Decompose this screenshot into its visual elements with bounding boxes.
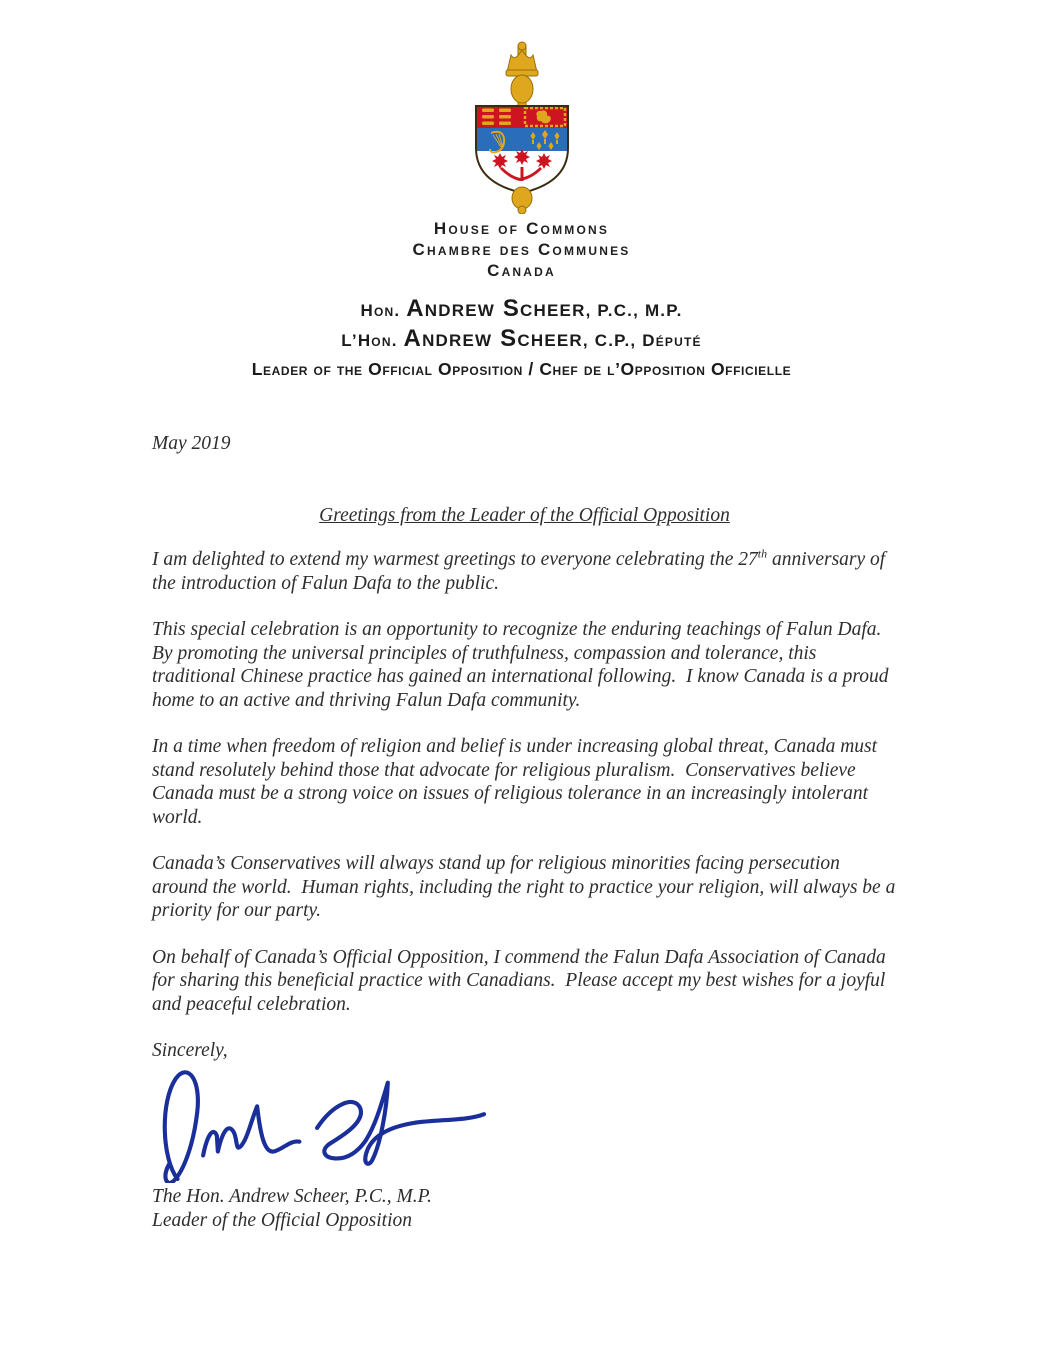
- postnominals-en: , P.C., M.P.: [585, 301, 683, 320]
- paragraph-4: Canada’s Conservatives will always stand up for religious minorities facing persecution around the world. Human rights, including the right to practice your religion, will always be a priority for our party.: [152, 853, 901, 921]
- paragraph-1-text-cont: anniversary of the introduction of Falun Dafa to the public.: [152, 549, 891, 594]
- org-line-house-of-commons: House of Commons: [433, 219, 610, 238]
- shield-quarters: [476, 106, 568, 196]
- paragraph-2: This special celebration is an opportunity to recognize the enduring teachings of Falun Dafa. By promoting the universal principles of truthfulness, compassion and tolerance, this traditional Chinese practice has gained an international following. I know Canada is a proud home to an active and thriving Falun Dafa community.: [152, 619, 894, 711]
- letter-title: Greetings from the Leader of the Official Opposition: [319, 504, 730, 526]
- house-of-commons-crest-icon: [463, 40, 581, 214]
- andrew-scheer-signature: [154, 1065, 488, 1183]
- org-block: [0, 218, 1043, 281]
- paragraph-3: In a time when freedom of religion and belief is under increasing global threat, Canada must stand resolutely behind those that advocate for religious pluralism. Conservatives believe Canada must be a strong voice on issues of religious tolerance in an increasingly intolerant world.: [152, 736, 882, 828]
- mace-bottom-finial: [512, 187, 532, 214]
- letter-body: [152, 432, 901, 1233]
- name-block: [0, 295, 1043, 382]
- paragraph-1: [152, 548, 897, 595]
- mace-crown: [506, 50, 538, 76]
- honorific-en: Hon.: [360, 301, 407, 320]
- name-en: Andrew Scheer: [406, 295, 586, 322]
- paragraph-5: On behalf of Canada’s Official Opposition, I commend the Falun Dafa Association of Canada for sharing this beneficial practice with Canadians. Please accept my best wishes for a joyful and peaceful celebration.: [152, 946, 891, 1015]
- mace-top-orb: [518, 42, 526, 50]
- org-line-canada: Canada: [487, 261, 556, 280]
- signoff-name: The Hon. Andrew Scheer, P.C., M.P.: [152, 1185, 432, 1207]
- org-line-chambre-des-communes: Chambre des Communes: [412, 240, 631, 259]
- date-line: May 2019: [152, 433, 231, 454]
- postnominals-fr: , C.P., Député: [582, 331, 702, 350]
- closing-line: Sincerely,: [152, 1040, 228, 1061]
- name-fr: Andrew Scheer: [403, 325, 583, 352]
- name-line-english: [0, 295, 1043, 325]
- name-line-french: [0, 325, 1043, 355]
- honorific-fr: L’Hon.: [341, 331, 404, 350]
- ordinal-superscript: th: [757, 546, 768, 561]
- signoff-role: Leader of the Official Opposition: [152, 1209, 412, 1231]
- mace-head: [511, 75, 533, 103]
- letterhead: [0, 0, 1043, 382]
- paragraph-1-text: I am delighted to extend my warmest greetings to everyone celebrating the 27: [152, 549, 758, 570]
- role-line: Leader of the Official Opposition / Chef de l’Opposition Officielle: [251, 359, 792, 379]
